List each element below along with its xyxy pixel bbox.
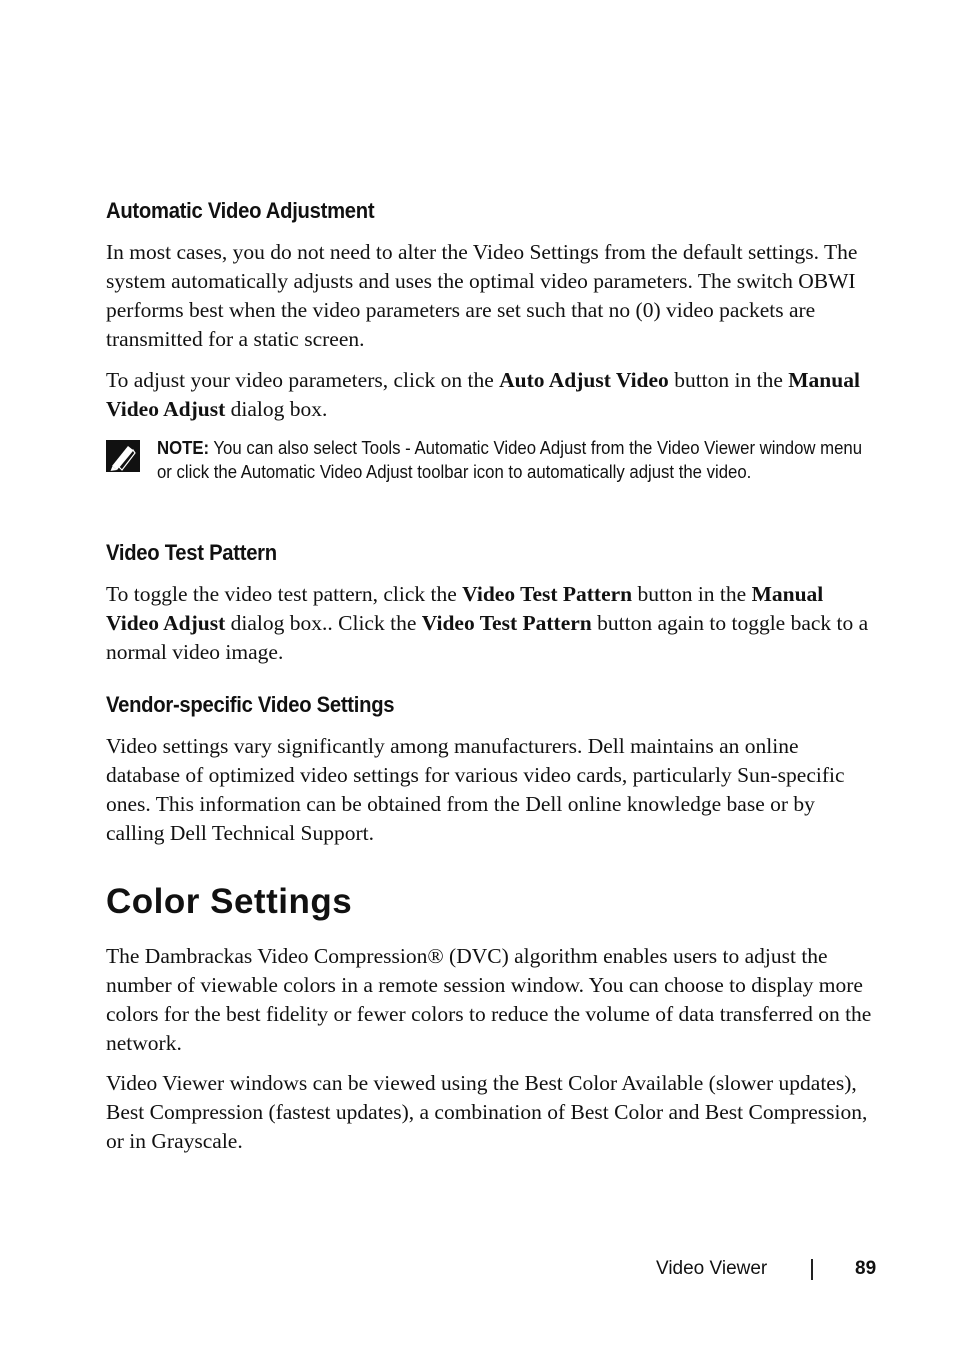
page-number: 89 [855, 1258, 877, 1279]
note-text: NOTE: You can also select Tools - Automatic Video Adjust from the Video Viewer window menu or click the Automatic Video Adjust toolbar icon to automatically adjust the video. [157, 438, 863, 482]
video-test-pattern-term-2: Video Test Pattern [421, 611, 592, 635]
heading-vendor-specific-video-settings: Vendor-specific Video Settings [106, 692, 395, 717]
paragraph-color-settings-modes: Video Viewer windows can be viewed using the Best Color Available (slower updates), Best Compression (fastest updates), a combination of Best Color and Best Compression, or in Grayscale. [106, 1071, 868, 1153]
paragraph-auto-adjust-instructions: To adjust your video parameters, click on the Auto Adjust Video button in the Manual Video Adjust dialog box. [106, 368, 860, 421]
video-test-pattern-term: Video Test Pattern [462, 582, 633, 606]
page-footer [0, 1258, 954, 1284]
paragraph-video-test-pattern: To toggle the video test pattern, click the Video Test Pattern button in the Manual Video Adjust dialog box.. Click the Video Test Pattern button again to toggle back to a normal video image. [106, 582, 869, 664]
note-pencil-icon [106, 440, 140, 472]
heading-automatic-video-adjustment: Automatic Video Adjustment [106, 198, 375, 223]
note-label: NOTE: [157, 438, 210, 458]
heading-video-test-pattern: Video Test Pattern [106, 540, 277, 565]
footer-separator [811, 1259, 813, 1280]
manual-video-adjust-term-2: Manual Video Adjust [106, 582, 824, 635]
paragraph-color-settings-intro: The Dambrackas Video Compression® (DVC) algorithm enables users to adjust the number of viewable colors in a remote session window. You can choose to display more colors for the best fidelity or fewer colors to reduce the volume of data transferred on the network. [106, 944, 872, 1055]
heading-color-settings: Color Settings [106, 882, 353, 921]
paragraph-vendor-specific: Video settings vary significantly among manufacturers. Dell maintains an online database of optimized video settings for various video cards, particularly Sun-specific ones. This information can be obtained from the Dell online knowledge base or by calling Dell Technical Support. [106, 734, 845, 845]
paragraph-auto-adjust-intro: In most cases, you do not need to alter the Video Settings from the default settings. The system automatically adjusts and uses the optimal video parameters. The switch OBWI performs best when the video parameters are set such that no (0) video packets are transmitted for a static screen. [106, 240, 858, 351]
footer-title: Video Viewer [656, 1258, 768, 1279]
note-block [106, 436, 876, 508]
auto-adjust-video-term: Auto Adjust Video [499, 368, 669, 392]
manual-video-adjust-term: Manual Video Adjust [106, 368, 860, 421]
